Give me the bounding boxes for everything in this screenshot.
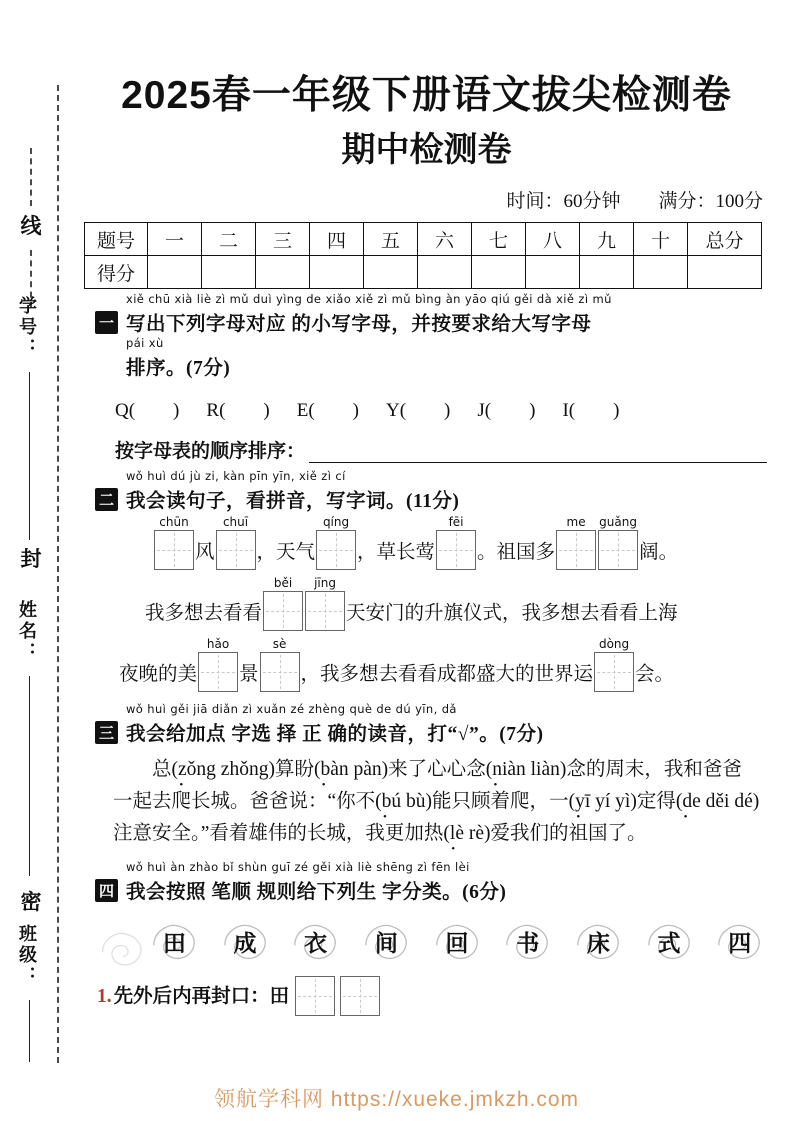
dotted-character: 不 — [355, 791, 376, 812]
paragraph-text: 注意安全。”看着雄伟的长城，我更加 — [113, 823, 424, 844]
letter-blank[interactable]: Q( ) — [115, 400, 180, 421]
time-score-meta: 时间：60分钟 满分：100分 — [506, 191, 763, 212]
section2-title: 我会读句子，看拼音，写字词。(11分) — [126, 491, 460, 512]
pinyin-write-line — [119, 637, 767, 692]
letter-blank[interactable]: E( ) — [296, 400, 359, 421]
dotted-character: 热 — [423, 823, 444, 844]
pinyin-answer-unit — [436, 515, 476, 570]
paragraph-text: 爱我们的祖国了。 — [490, 823, 647, 844]
sentence-text: 会。 — [635, 663, 675, 685]
character-glyph: 田 — [162, 930, 186, 956]
sentence-text: 景 — [239, 663, 259, 685]
score-cell-blank[interactable] — [148, 256, 202, 289]
writing-grid-box[interactable] — [316, 530, 356, 570]
order-line — [115, 436, 767, 463]
section3-title: 我会给加点 字选 择 正 确的读音，打“√”。(7分) — [126, 724, 544, 745]
character-glyph: 书 — [516, 930, 540, 956]
item1-number: 1. — [97, 986, 112, 1007]
character-glyph: 衣 — [304, 930, 328, 956]
classify-character — [288, 918, 343, 964]
fold-dashed-line — [57, 85, 59, 1063]
letter-blank[interactable]: Y( ) — [385, 400, 451, 421]
score-cell-blank[interactable] — [310, 256, 364, 289]
pinyin-answer-unit — [305, 576, 345, 631]
exam-title: 2025春一年级下册语文拔尖检测卷 — [121, 74, 732, 117]
score-cell-blank[interactable] — [256, 256, 310, 289]
score-cell-blank[interactable] — [418, 256, 472, 289]
classify-character — [712, 918, 767, 964]
score-column-label: 五 — [364, 223, 418, 256]
section4-title: 我会按照 笔顺 规则给下列生 字分类。(6分) — [126, 882, 507, 903]
classify-item-1 — [97, 976, 767, 1016]
writing-grid-box[interactable] — [263, 591, 303, 631]
pinyin-label: qíng — [322, 515, 350, 529]
pinyin-label: jīng — [314, 576, 336, 590]
character-glyph: 床 — [586, 930, 610, 956]
student-id-label: 学号： — [17, 296, 37, 359]
site-watermark: 领航学科网 https://xueke.jmkzh.com — [213, 1088, 580, 1111]
paragraph-text: 来了心心 — [388, 759, 467, 780]
writing-grid-box[interactable] — [436, 530, 476, 570]
writing-grid-box[interactable] — [556, 530, 596, 570]
pinyin-answer-unit — [198, 637, 238, 692]
letters-row — [115, 395, 767, 422]
pinyin-write-line — [153, 515, 767, 570]
sentence-text: 阔。 — [639, 541, 679, 563]
pinyin-answer-unit — [598, 515, 638, 570]
paragraph-text: 算 — [274, 759, 295, 780]
section1-badge: 一 — [95, 311, 118, 334]
score-table — [84, 222, 762, 289]
pinyin-answer-unit — [263, 576, 303, 631]
dotted-character: 一 — [549, 791, 569, 812]
score-column-label: 一 — [148, 223, 202, 256]
section3-pinyin: wǒ huì gěi jiā diǎn zì xuǎn zé zhèng què de dú yīn, dǎ — [126, 702, 457, 716]
section3-paragraph — [113, 754, 761, 850]
score-column-label: 十 — [634, 223, 688, 256]
class-label: 班级： — [17, 924, 37, 987]
section1-title2: 排序。(7分) — [126, 358, 231, 379]
section1-pinyin2: pái xù — [126, 336, 164, 350]
pinyin-label: chuī — [222, 515, 249, 529]
score-cell-blank[interactable] — [202, 256, 256, 289]
score-column-label: 九 — [580, 223, 634, 256]
character-glyph: 间 — [374, 930, 398, 956]
pinyin-answer-unit — [216, 515, 256, 570]
section-4 — [95, 860, 767, 1016]
score-table-header-label: 题号 — [85, 223, 148, 256]
character-row — [147, 918, 767, 964]
name-label: 姓名： — [17, 600, 37, 663]
pinyin-label: běi — [273, 576, 293, 590]
seal-label-feng: 封 — [20, 548, 42, 571]
classify-character — [430, 918, 485, 964]
score-cell-blank[interactable] — [472, 256, 526, 289]
sentence-text: 天安门的升旗仪式，我多想去看看上海 — [346, 602, 678, 624]
letter-blank[interactable]: J( ) — [477, 400, 536, 421]
score-table-score-label: 得分 — [85, 256, 148, 289]
sentence-text: 我多想去看看 — [145, 602, 263, 624]
pinyin-label: me — [566, 515, 586, 529]
classify-character — [147, 918, 202, 964]
section2-lines — [95, 515, 767, 692]
classify-character — [571, 918, 626, 964]
writing-grid-box[interactable] — [260, 652, 300, 692]
pinyin-label: fēi — [448, 515, 464, 529]
classify-character — [218, 918, 273, 964]
writing-grid-box[interactable] — [198, 652, 238, 692]
writing-grid-box[interactable] — [154, 530, 194, 570]
classify-character — [642, 918, 697, 964]
score-cell-blank[interactable] — [526, 256, 580, 289]
score-table-score-row — [85, 256, 762, 289]
writing-grid-box[interactable] — [594, 652, 634, 692]
answer-grid-box[interactable] — [295, 976, 335, 1016]
dotted-character: 得 — [656, 791, 676, 812]
order-label: 按字母表的顺序排序： — [115, 441, 306, 462]
order-answer-blank[interactable] — [309, 439, 767, 463]
section-3 — [95, 702, 767, 850]
section-2 — [95, 469, 767, 692]
pinyin-answer-unit — [260, 637, 300, 692]
sentence-text: 夜晚的美 — [119, 663, 198, 685]
paragraph-text: (yī yí yì) — [568, 791, 637, 812]
exam-subtitle: 期中检测卷 — [341, 131, 512, 169]
letter-blank[interactable]: I( ) — [562, 400, 620, 421]
score-cell-blank[interactable] — [364, 256, 418, 289]
seal-label-xian: 线 — [20, 215, 42, 238]
pinyin-label: guǎng — [599, 515, 637, 529]
letter-blank[interactable]: R( ) — [206, 400, 270, 421]
section1-title: 写出下列字母对应 的小写字母，并按要求给大写字母 — [126, 314, 592, 335]
section4-pinyin: wǒ huì àn zhào bǐ shùn guī zé gěi xià liè shēng zì fēn lèi — [126, 860, 470, 874]
writing-grid-box[interactable] — [598, 530, 638, 570]
section2-pinyin: wǒ huì dú jù zi, kàn pīn yīn, xiě zì cí — [126, 469, 346, 483]
seal-label-mi: 密 — [20, 891, 42, 914]
score-cell-blank[interactable] — [688, 256, 762, 289]
score-table-header-row — [85, 223, 762, 256]
paragraph-text: (niàn liàn) — [485, 759, 567, 780]
pinyin-answer-unit — [556, 515, 596, 570]
paragraph-text: (lè rè) — [443, 823, 491, 844]
section1-pinyin: xiě chū xià liè zì mǔ duì yìng de xiǎo xiě zì mǔ bìng àn yāo qiú gěi dà xiě zì mǔ — [126, 292, 612, 306]
dotted-character: 念 — [466, 759, 486, 780]
section-1 — [95, 292, 767, 463]
score-column-label: 八 — [526, 223, 580, 256]
classify-character — [359, 918, 414, 964]
dotted-character: 盼 — [294, 759, 314, 780]
score-column-label: 七 — [472, 223, 526, 256]
sentence-text: 风 — [195, 541, 215, 563]
writing-grid-box[interactable] — [305, 591, 345, 631]
paragraph-text: (bàn pàn) — [313, 759, 389, 780]
section4-badge: 四 — [95, 879, 118, 902]
character-glyph: 四 — [728, 930, 752, 956]
paragraph-text: (zǒng zhǒng) — [171, 759, 275, 780]
classify-character — [500, 918, 555, 964]
item1-answer-boxes — [295, 976, 380, 1016]
score-cell-blank[interactable] — [580, 256, 634, 289]
paragraph-text: 能只顾着爬， — [432, 791, 550, 812]
pinyin-write-line — [145, 576, 767, 631]
item1-text: 先外后内再封口：田 — [113, 986, 290, 1007]
pinyin-label: hǎo — [206, 637, 230, 651]
paragraph-text: 念的周末，我和爸爸一起去爬长城。爸爸说：“你 — [113, 759, 742, 812]
sentence-text: ，草长莺 — [357, 541, 436, 563]
character-glyph: 成 — [233, 930, 257, 956]
pinyin-label: sè — [272, 637, 287, 651]
student-id-blank[interactable] — [29, 372, 30, 540]
pinyin-answer-unit — [154, 515, 194, 570]
sentence-text: ，我多想去看看成都盛大的世界运 — [300, 663, 594, 685]
answer-grid-box[interactable] — [340, 976, 380, 1016]
score-column-label: 总分 — [688, 223, 762, 256]
score-column-label: 三 — [256, 223, 310, 256]
paragraph-text: 定 — [636, 791, 657, 812]
dotted-character: 总 — [152, 759, 172, 780]
content — [95, 292, 767, 1020]
pinyin-answer-unit — [594, 637, 634, 692]
section3-badge: 三 — [95, 721, 118, 744]
score-column-label: 二 — [202, 223, 256, 256]
pinyin-label: chūn — [159, 515, 189, 529]
swirl-doodle — [96, 928, 148, 968]
sentence-text: ，天气 — [256, 541, 316, 563]
class-blank[interactable] — [29, 1000, 30, 1062]
name-blank[interactable] — [29, 676, 30, 876]
seal-dash-segment — [30, 148, 32, 206]
writing-grid-box[interactable] — [216, 530, 256, 570]
pinyin-answer-unit — [316, 515, 356, 570]
score-cell-blank[interactable] — [634, 256, 688, 289]
character-glyph: 回 — [445, 930, 469, 956]
sentence-text: 。祖国多 — [477, 541, 556, 563]
pinyin-label: dòng — [598, 637, 630, 651]
paragraph-text: (bú bù) — [375, 791, 433, 812]
score-column-label: 四 — [310, 223, 364, 256]
paragraph-text: (de děi dé) — [675, 791, 760, 812]
score-column-label: 六 — [418, 223, 472, 256]
character-glyph: 式 — [657, 930, 681, 956]
section2-badge: 二 — [95, 488, 118, 511]
